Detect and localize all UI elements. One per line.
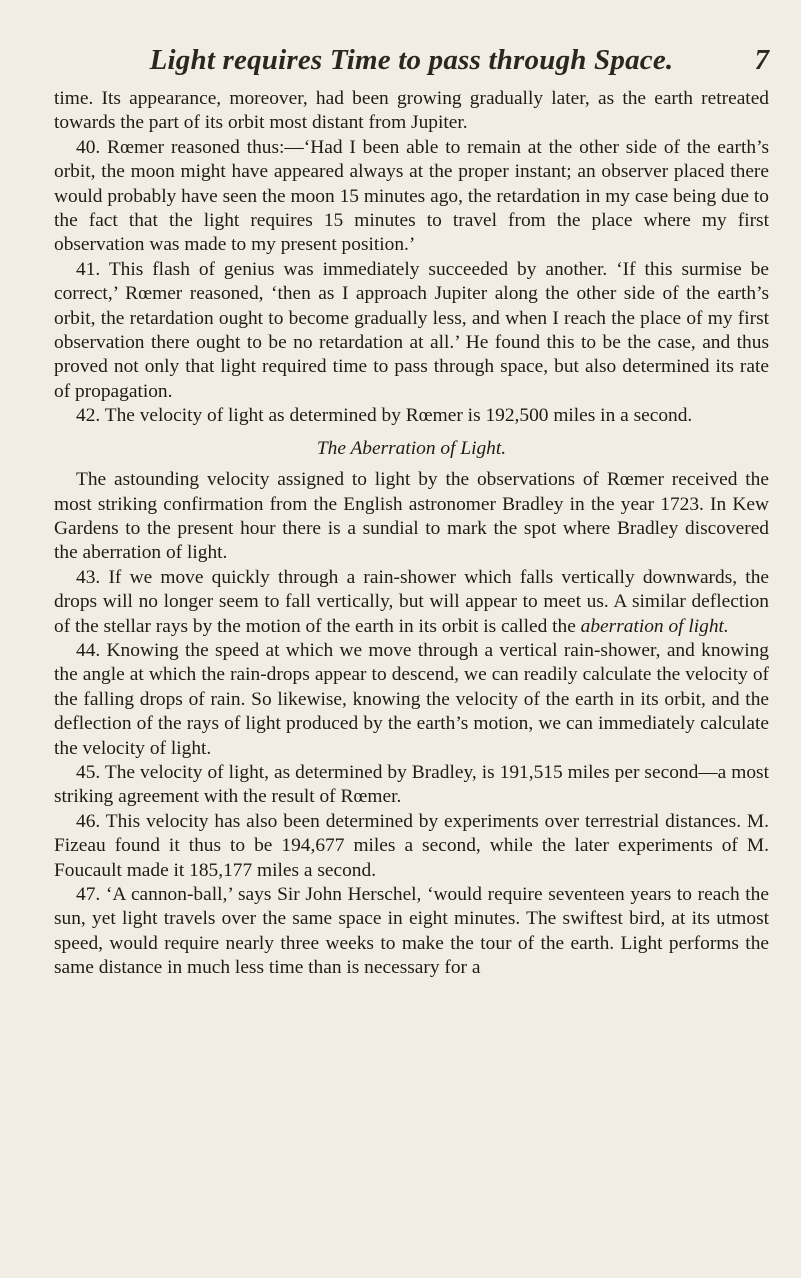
body-text <box>54 87 769 981</box>
paragraph-40: 40. Rœmer reasoned thus:—‘Had I been able to remain at the other side of the earth’s orbit, the moon might have appeared always at the proper instant; an observer placed there would probably have seen the moon 15 minutes ago, the retardation in my case being due to the fact that the light requires 15 minutes to travel from the place where my first observation was made to my present position.’ <box>54 136 769 256</box>
paragraph-43-text: 43. If we move quickly through a rain-shower which falls vertically downwards, the drops will no longer seem to fall vertically, but will appear to meet us. A similar deflection of the stellar rays by the motion of the earth in its orbit is called the <box>54 566 769 637</box>
paragraph-44: 44. Knowing the speed at which we move through a vertical rain-shower, and knowing the angle at which the rain-drops appear to descend, we can readily calculate the velocity of the falling drops of rain. So likewise, knowing the velocity of the earth in its orbit, and the deflection of the rays of light produced by the earth’s motion, we can immediately calculate the velocity of light. <box>54 639 769 759</box>
running-head <box>54 42 769 82</box>
paragraph-47: 47. ‘A cannon-ball,’ says Sir John Herschel, ‘would require seventeen years to reach the sun, yet light travels over the same space in eight minutes. The swiftest bird, at its utmost speed, would require nearly three weeks to make the tour of the earth. Light performs the same distance in much less time than is necessary for a <box>54 884 769 979</box>
paragraph-intro: The astounding velocity assigned to light by the observations of Rœmer received the most striking confirmation from the English astronomer Bradley in the year 1723. In Kew Gardens to the present hour there is a sundial to mark the spot where Bradley discovered the aberration of light. <box>54 469 769 564</box>
paragraph-46: 46. This velocity has also been determined by experiments over terrestrial distances. M. Fizeau found it thus to be 194,677 miles a second, while the later experiments of M. Foucault made it 185,177 miles a second. <box>54 810 769 881</box>
paragraph-41: 41. This flash of genius was immediately succeeded by another. ‘If this surmise be correct,’ Rœmer reasoned, ‘then as I approach Jupiter along the other side of the earth’s orbit, the retardation ought to become gradually less, and when I reach the place of my first observation there ought to be no retardation at all.’ He found this to be the case, and thus proved not only that light required time to pass through space, but also determined its rate of propagation. <box>54 258 769 402</box>
section-heading: The Aberration of Light. <box>316 437 507 459</box>
paragraph-continued: time. Its appearance, moreover, had been growing gradually later, as the earth retreated towards the part of its orbit most distant from Jupiter. <box>54 88 769 134</box>
page-title: Light requires Time to pass through Space. <box>149 44 674 76</box>
aberration-term: aberration of light. <box>580 615 729 637</box>
page-number: 7 <box>754 44 769 76</box>
paragraph-45: 45. The velocity of light, as determined by Bradley, is 191,515 miles per second—a most striking agreement with the result of Rœmer. <box>54 761 769 808</box>
paragraph-43 <box>54 566 769 639</box>
paragraph-42: 42. The velocity of light as determined by Rœmer is 192,500 miles in a second. <box>76 405 693 427</box>
